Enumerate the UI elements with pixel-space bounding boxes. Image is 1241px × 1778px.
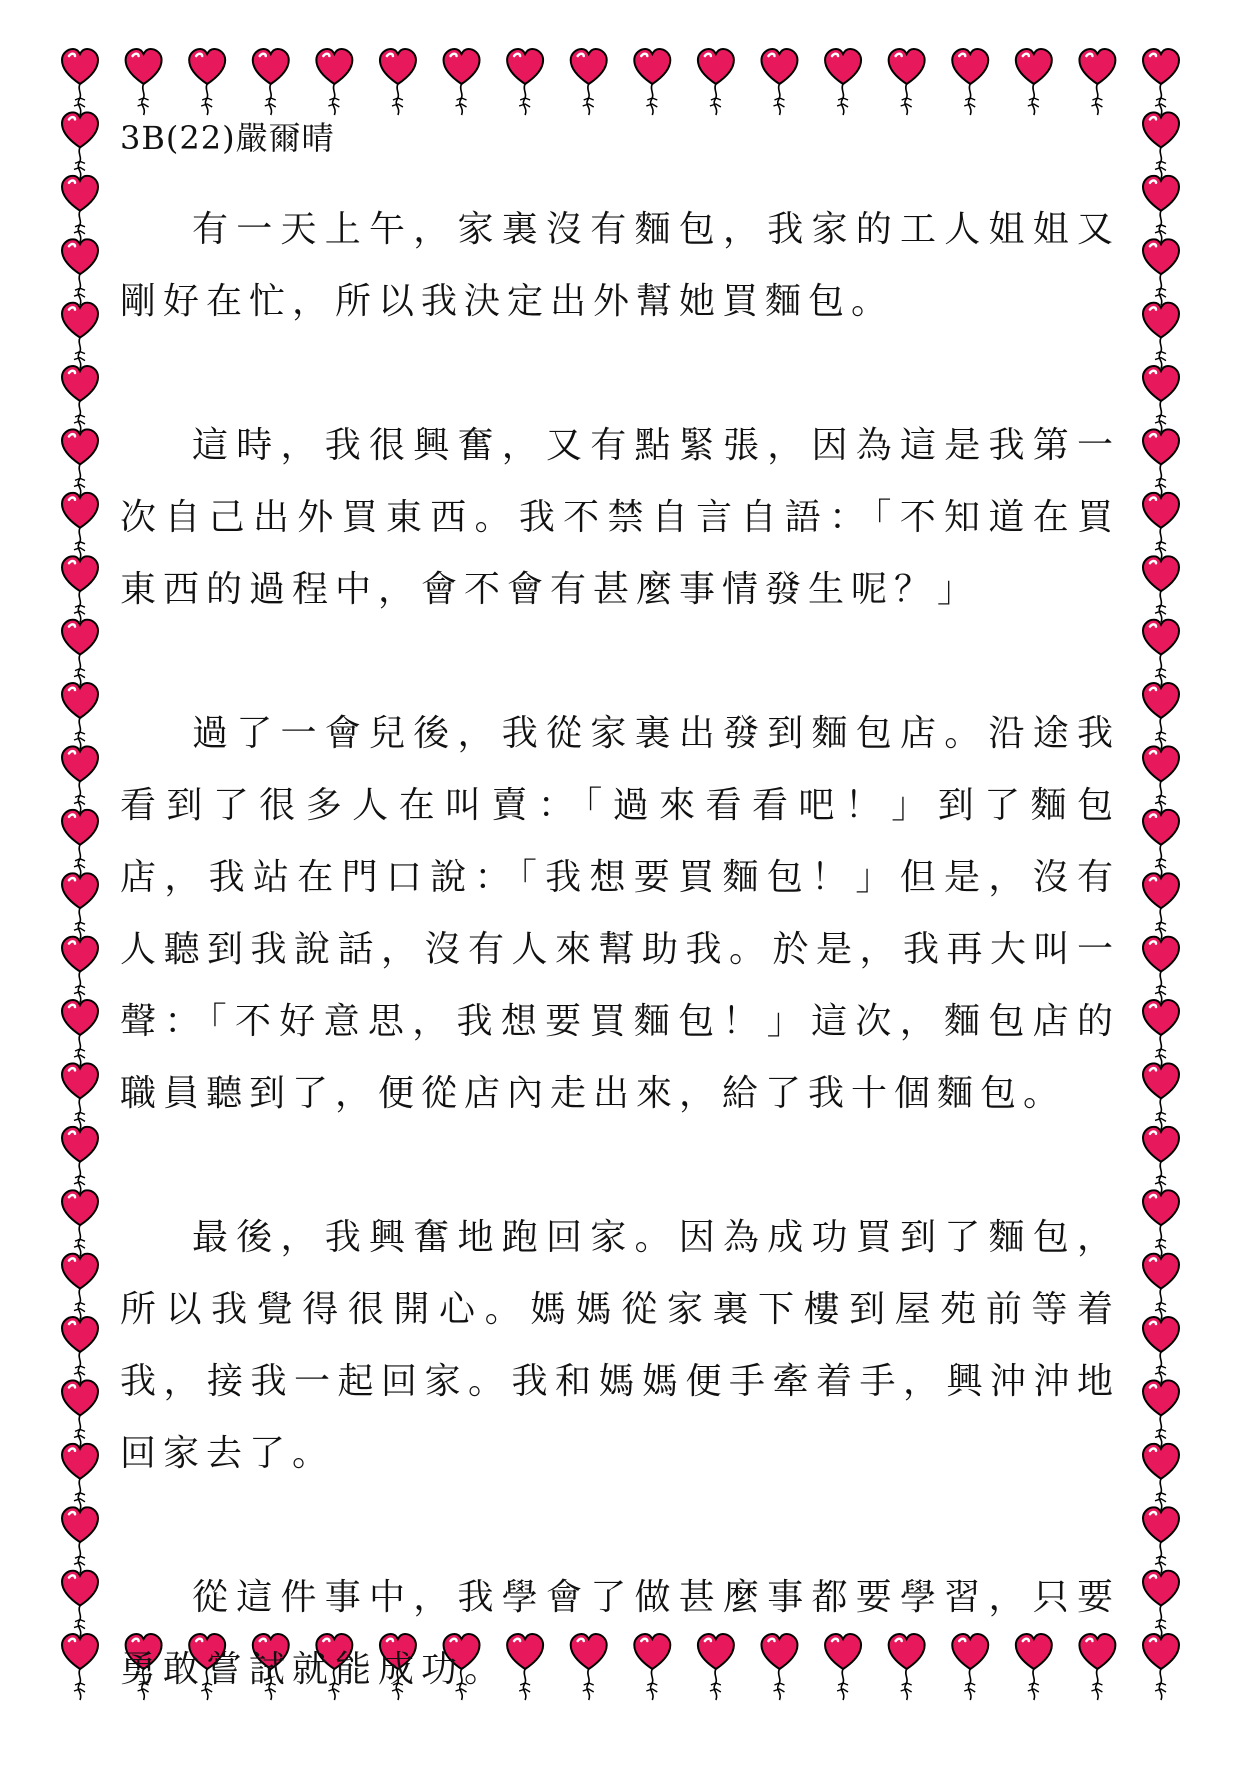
heart-balloon-icon [62,176,98,242]
heart-balloon-icon [1143,1127,1179,1193]
heart-balloon-icon [1143,810,1179,876]
heart-balloon-icon [1079,49,1115,115]
heart-balloon-icon [634,49,670,115]
essay-paragraph-3: 過了一會兒後，我從家裏出發到麵包店。沿途我看到了很多人在叫賣：「過來看看吧！」到了麵包店，我站在門口說：「我想要買麵包！」但是，沒有人聽到我說話，沒有人來幫助我。於是，我再大叫一聲：「不好意思，我想要買麵包！」這次，麵包店的職員聽到了，便從店內走出來，給了我十個麵包。 [120,713,1120,1114]
heart-balloon-icon [1143,1254,1179,1320]
heart-balloon-icon [1143,1380,1179,1446]
heart-balloon-icon [62,746,98,812]
heart-balloon-icon [62,810,98,876]
heart-balloon-icon [444,49,480,115]
heart-balloon-icon [1143,1000,1179,1066]
heart-balloon-icon [1143,303,1179,369]
heart-balloon-icon [189,49,225,115]
heart-balloon-icon [1143,937,1179,1003]
heart-balloon-icon [1143,683,1179,749]
essay-paragraph-4: 最後，我興奮地跑回家。因為成功買到了麵包，所以我覺得很開心。媽媽從家裏下樓到屋苑前等着我，接我一起回家。我和媽媽便手牽着手，興沖沖地回家去了。 [120,1217,1120,1474]
heart-balloon-icon [62,1127,98,1193]
heart-balloon-icon [1143,556,1179,622]
heart-balloon-icon [62,1317,98,1383]
heart-balloon-icon [952,49,988,115]
heart-balloon-icon [1143,873,1179,939]
essay-paragraph-5: 從這件事中，我學會了做甚麼事都要學習，只要勇敢嘗試就能成功。 [120,1577,1120,1690]
heart-balloon-icon [62,1063,98,1129]
heart-balloon-icon [1143,1507,1179,1573]
heart-balloon-icon [761,49,797,115]
heart-balloon-icon [62,429,98,495]
heart-balloon-icon [62,1000,98,1066]
heart-balloon-icon [507,49,543,115]
heart-balloon-icon [1143,1063,1179,1129]
heart-balloon-icon [571,49,607,115]
essay-page [120,118,1120,1778]
heart-balloon-icon [62,1444,98,1510]
heart-balloon-icon [62,1571,98,1637]
heart-balloon-icon [889,49,925,115]
heart-balloon-icon [62,112,98,178]
heart-balloon-icon [62,1507,98,1573]
heart-balloon-icon [62,239,98,305]
heart-balloon-icon [1143,1634,1179,1700]
heart-balloon-icon [1016,49,1052,115]
heart-balloon-icon [1143,366,1179,432]
heart-balloon-icon [316,49,352,115]
heart-balloon-icon [1143,112,1179,178]
heart-balloon-icon [1143,239,1179,305]
essay-paragraph-1: 有一天上午，家裏沒有麵包，我家的工人姐姐又剛好在忙，所以我決定出外幫她買麵包。 [120,209,1120,322]
heart-balloon-icon [62,49,98,115]
heart-balloon-icon [825,49,861,115]
heart-balloon-icon [62,556,98,622]
author-line: 3B(22)嚴爾晴 [120,119,335,157]
heart-balloon-icon [1143,429,1179,495]
heart-balloon-icon [253,49,289,115]
heart-balloon-icon [1143,176,1179,242]
heart-balloon-icon [1143,1190,1179,1256]
heart-balloon-icon [1143,620,1179,686]
heart-balloon-icon [62,1634,98,1700]
heart-balloon-icon [62,937,98,1003]
heart-balloon-icon [1143,1571,1179,1637]
heart-balloon-icon [62,303,98,369]
heart-balloon-icon [698,49,734,115]
heart-balloon-icon [62,1380,98,1446]
heart-balloon-icon [1143,1444,1179,1510]
heart-balloon-icon [1143,49,1179,115]
heart-balloon-icon [62,1190,98,1256]
heart-balloon-icon [1143,746,1179,812]
heart-balloon-icon [62,366,98,432]
essay-paragraph-2: 這時，我很興奮，又有點緊張，因為這是我第一次自己出外買東西。我不禁自言自語：「不知道在買東西的過程中，會不會有甚麼事情發生呢？」 [120,425,1120,610]
heart-balloon-icon [62,873,98,939]
heart-balloon-icon [1143,1317,1179,1383]
heart-balloon-icon [126,49,162,115]
heart-balloon-icon [62,620,98,686]
heart-balloon-icon [380,49,416,115]
heart-balloon-icon [1143,493,1179,559]
heart-balloon-icon [62,683,98,749]
heart-balloon-icon [62,493,98,559]
heart-balloon-icon [62,1254,98,1320]
